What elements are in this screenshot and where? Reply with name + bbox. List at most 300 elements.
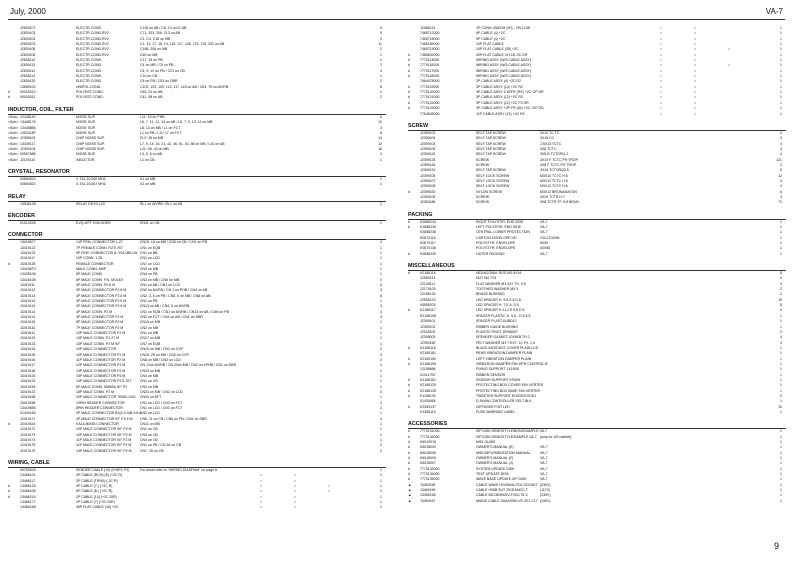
part-reference: CN6, 11 on CB / CN5 on PB / CN1 on DBR [140,416,207,421]
part-number: J2639107 [20,26,36,30]
part-description: LEFT VIBRATION DAMPER PLAIN [476,356,532,361]
part-quantity: 1 [780,345,782,350]
page-number: 9 [773,541,779,551]
part-number: J2419172 [20,427,36,432]
header-date: July, 2000 [10,7,46,16]
part-reference: L6, 7, 11, 12, 13 on AB / L5, 7, 9, 10, 11 on MB [140,120,213,125]
part-quantity: 1 [780,429,782,434]
part-description: 10P MALE CONNECTOR 90° P2 M [76,427,132,432]
part-quantity: 1 [780,251,782,256]
part-quantity: 3 [380,304,382,309]
availability-dot: • [294,489,296,494]
part-number: J2419324 [20,421,36,426]
part-description: SPACER PLAST.SUBD12 [476,319,517,324]
part-quantity: 4 [380,309,382,314]
part-number: 13415670 [20,267,36,271]
row-mark: # [408,271,410,276]
part-number: 1352418F [20,130,36,135]
part-quantity: 5 [780,168,782,173]
part-number: J3419115 [20,320,36,325]
part-reference: CN2 on AIVRB / CN 1 on PHB / CN4 on AB [140,288,208,293]
part-description: ELECTR.COND.RV2 [76,52,109,57]
part-description: D-SHAN CONTROLLER GELT BLK [476,399,532,404]
part-reference: L7, 9, 15, 16, 31, 42, 46, 51, 53, 58 on MB / L10 on AB [140,141,225,146]
availability-dot: • [294,484,296,489]
part-quantity: 1 [380,299,382,304]
part-reference: CN1 on LCD [140,256,160,261]
part-number: J2639106 [20,47,36,52]
part-number: K2168116 [420,345,436,350]
part-description: LED SPACER H. 5.8 E.5 D.8 [476,297,521,302]
part-quantity: 1 [780,351,782,356]
part-number: 13415677 [20,240,36,245]
part-number: J3419114 [20,315,36,320]
part-description: TOOTHED WASHER M3 3 [476,287,519,292]
row-mark: # [408,100,410,105]
section-title: WIRING, CABLE [8,460,386,468]
part-quantity: 12 [778,173,782,178]
part-quantity: 1 [380,331,382,336]
part-quantity: 8 [380,130,382,135]
part-description: 18P MALE CONN. P2 M [76,389,115,394]
parts-section [408,212,786,257]
part-description: 14P MALE CONNECTOR P2.5 JST [76,379,132,384]
part-description: 36P FLAT CABLE (16) +2C [76,505,119,510]
part-row [8,221,386,226]
part-quantity: 2 [780,162,782,167]
part-number: 00894523 [20,182,36,187]
part-number: J2419179 [20,448,36,453]
part-quantity: 3 [380,26,382,30]
part-number: 00557688 [20,152,36,157]
row-mark: <Sub> [8,130,19,135]
part-number: K6018000 [420,445,436,450]
part-reference: CN3 on MB [140,267,159,271]
part-number: J3469155 [420,482,436,487]
part-description: MIDI GUIDE [476,440,496,445]
availability-dot: • [660,84,662,89]
part-description: BRASS BUSHING [476,292,505,297]
part-quantity: 1 [380,395,382,400]
part-reference: VA-7 [540,450,548,455]
part-description: SENDER CABLE (10) (9+5PC PJ) [76,468,130,473]
part-reference: VA-7 [540,251,548,256]
part-description: WIRING ASSY (W/3 CABLE ASSY) [476,63,532,68]
part-reference: (230V) [540,493,551,498]
parts-section [8,460,386,511]
part-reference: C17, 19 on PB [140,58,163,63]
part-quantity: 8 [780,271,782,276]
part-quantity: 4 [780,178,782,183]
part-number: J2639112 [20,68,36,73]
part-number: K2658234 [420,219,436,224]
part-quantity: 3 [380,315,382,320]
part-number: J3419123 [20,379,36,384]
part-quantity: 2 [380,47,382,52]
row-mark: # [408,95,410,100]
part-number: J2399101 [420,319,436,324]
part-description: MAINS CABLE SAA/H05V-VS 2X1-C17 [476,498,538,503]
part-row [8,449,386,454]
part-reference: C10 on CB [140,74,158,79]
part-number: 7770120000 [420,90,440,95]
part-number: 13536128 [20,201,36,206]
part-description: 6P MALE CONN. SMB3A 90° P2 [76,384,128,389]
part-number: J2399109 [420,194,436,199]
part-number: K2168117 [420,308,436,313]
part-quantity: 1 [780,445,782,450]
part-description: 6P CABLE (4) +2C [476,31,506,36]
part-reference: 3X6 TCTC [540,146,557,151]
part-number: J2399102 [420,324,436,329]
part-description: 8PIN HEADER CONNECTOR [76,405,123,410]
part-reference: CN1 on LCD / CN1 on FCT [140,405,183,410]
part-reference: CN23 on MB / CN2 on LCD [140,389,183,394]
section-title: INDUCTOR, COIL, FILTER [8,107,386,115]
part-quantity: 1 [380,341,382,346]
part-reference: M3X10 TCTC H.6 [540,173,568,178]
part-number: K2658235 [420,225,436,229]
part-reference: CN1 on BB [140,250,158,255]
part-number: J3419113 [20,304,36,309]
availability-dot: • [660,68,662,73]
part-description: NOISE SUP. [76,152,96,157]
part-number: J3459167 [420,498,436,503]
part-quantity: 1 [380,261,382,266]
row-mark: # [408,377,410,382]
part-quantity: 1 [380,52,382,57]
part-number: 01011700 [420,372,436,377]
part-number: J2399150 [420,340,436,345]
availability-dot: • [660,111,662,116]
part-quantity: 1 [780,434,782,439]
part-quantity: 4 [780,281,782,286]
part-number: 22555120 [420,297,436,302]
part-reference: VA-7 [540,230,548,235]
part-quantity: 2 [780,287,782,292]
part-number: J3419114 [20,309,36,314]
part-reference: C4, 9, 12 on PB / C21 on CB [140,68,185,73]
part-quantity: 1 [780,42,782,47]
part-number: J2399186 [420,200,436,205]
part-reference: 50X5 [540,241,549,246]
part-reference: VA-7 [540,472,548,477]
part-description: XA14-80453 CONNECTOR [76,421,119,426]
part-description: 10P MALE CONNECTOR 90° P2 M [76,432,132,437]
part-reference: L1 on CB [140,157,155,162]
part-reference: C168, 206 on MB [140,47,168,52]
part-number: J2399105 [420,146,436,151]
row-mark: # [408,58,410,63]
part-number: J3419122 [20,336,36,341]
row-mark: # [408,90,410,95]
part-number: 22569113 [420,276,436,281]
part-description: 2P CABLE (7) (+2C DIR) [76,500,115,505]
part-description: 10P MALE CONNECTOR P2 M [76,331,126,336]
part-description: RELAY DSYS-12V [76,201,106,206]
part-number: J2399003 [420,335,436,340]
part-quantity: 1 [780,498,782,503]
part-reference: CN4 on MB [140,373,159,378]
part-description: 4P CABLE (RCH) (8) (+2C R) [76,473,123,478]
part-description: X-TAL 20.000 MHZ [76,176,106,181]
section-title: SCREW [408,123,786,131]
part-description: POLYEST.COND. [76,95,104,100]
part-reference: CN7 on EQB [140,341,161,346]
part-number: K2169150 [420,356,436,361]
part-quantity: 3 [780,340,782,345]
part-reference: CN1 on CB [140,379,158,384]
part-reference: CN3 on CB [140,432,158,437]
part-quantity: 1 [780,466,782,471]
part-description: ZIP DISK DEMOSTYLE/SAMPLE VA-7 [476,434,537,439]
part-quantity: 1 [780,230,782,235]
part-reference: C102, 103, 109, 113, 117, 118 on AB / C63, 75 on AIVRB [140,84,229,89]
part-number: 7770134000 [420,472,440,477]
availability-dot: • [660,90,662,95]
part-number: 13466101 [20,473,36,478]
row-mark: <Sub> [8,125,19,130]
part-number: J3419125 [20,352,36,357]
section-title: CRYSTAL, RESONATOR [8,169,386,177]
part-number: J2639104 [20,36,36,41]
part-reference: C8 on PB / C53 on DBR [140,79,178,84]
part-number: J2398103 [20,136,36,141]
part-quantity: 2 [780,393,782,398]
part-quantity: 1 [780,90,782,95]
part-number: 7770131000 [420,429,440,434]
part-quantity: 1 [780,68,782,73]
availability-dot: • [660,52,662,57]
part-quantity: 2 [380,405,382,410]
part-quantity: 1 [380,432,382,437]
part-description: CHIP NOISE SUP. [76,141,105,146]
section-title: ENCODER [8,213,386,221]
part-description: 10P MALE CONN. P2 M 90° [76,341,121,346]
part-description: 4P MALE CONNECTOR P2 M [76,315,124,320]
part-quantity: 1 [380,245,382,250]
part-description: 3P CABLE ASSY (12) +2C P2 DR [476,100,529,105]
row-mark: # [408,429,410,434]
part-description: SELF TAP.SCREW [476,152,506,157]
part-description: ZIP DISK DEMOSTYLE/BONGSAMPLE VA-7 [476,429,548,434]
part-description: RIBBER GUIDE BUSHING [476,324,519,329]
part-reference: L8, 13 on MB / L1 on FCT [140,125,181,130]
part-number: 06752528 [20,468,36,473]
part-number: K6018006 [420,456,436,461]
part-quantity: 1 [380,250,382,255]
availability-dot: • [694,63,696,68]
part-description: 9P FEM. CONNECTOR IL-Y04-085-LW [76,250,138,255]
part-number: 00018311 [20,95,36,100]
part-quantity: 4 [780,152,782,157]
part-quantity: 1 [780,52,782,57]
part-quantity: 4 [780,184,782,189]
page-header [10,7,783,19]
part-number: 13466126 [20,484,36,489]
part-quantity: 4 [780,276,782,281]
part-number: 22139111 [420,281,436,286]
part-description: ELECTR.COND. [76,74,103,79]
availability-dot: • [294,500,296,505]
left-column [8,26,386,511]
part-description: SPACER PLASTIC H. 5.5 - D.5 5.5 [476,313,531,318]
part-reference: FL2~15 on MB [140,136,164,141]
part-quantity: 1 [780,440,782,445]
part-quantity: 1 [380,379,382,384]
availability-dot: • [260,494,262,499]
availability-dot: • [660,47,662,52]
part-quantity: 4 [780,146,782,151]
part-description: 10P FLAT CABLE [476,42,504,47]
row-mark: # [408,251,410,256]
availability-dot: • [660,95,662,100]
part-quantity: 1 [380,256,382,261]
availability-dot: • [328,484,330,489]
part-number: J2399104 [20,146,36,151]
part-row [408,410,786,415]
part-quantity: 5 [380,31,382,36]
part-quantity: 2 [380,443,382,448]
part-quantity: 8 [780,303,782,308]
part-quantity: 1 [780,477,782,482]
part-description: ELECTR.COND. [76,58,103,63]
part-quantity: 2 [380,277,382,282]
part-reference: C83, 91 on AB [140,90,163,95]
part-quantity: 2 [380,79,382,84]
part-description: POLYSTYR. ENVELOPE [476,246,516,251]
part-description: ELECTR.COND.RV2 [76,42,109,47]
part-number: K2168108 [420,313,436,318]
part-quantity: 1 [380,220,382,225]
part-quantity: 1 [780,488,782,493]
part-number: 12155686 [420,367,436,372]
part-description: CHIP NOISE SUP. [76,146,105,151]
part-description: OUTER PACKING [476,251,505,256]
part-quantity: 2 [380,201,382,206]
part-reference: CN2 on MB [140,325,159,330]
part-description: SPEAKER GASKET 10X8X8 TH.2 [476,335,530,340]
part-description: 2P CABLE ASSY (4) +2C R2 [476,79,521,84]
part-quantity: 1 [380,478,382,483]
part-number: J2466113 [420,26,436,30]
part-reference: CN15, 25 on MB / CN2 on CVP [140,352,189,357]
row-mark: # [408,52,410,57]
header-model: VA-7 [765,7,783,16]
part-reference: VA-7 [540,466,548,471]
availability-dot: • [728,63,730,68]
part-quantity: 1 [380,176,382,181]
row-mark: # [408,219,410,224]
availability-dot: • [694,58,696,63]
right-column [408,26,786,504]
part-description: LEFT POLYSTIR. END SIDE [476,225,521,229]
part-description: 5P MALE CONN. [76,272,103,277]
part-quantity: 1 [380,468,382,473]
availability-dot: • [260,484,262,489]
part-description: VIBRATION DAMPER FAV-HPH CONTROL B. [476,361,549,366]
part-reference: CN1 on EQB [140,245,161,250]
part-quantity: 1 [780,493,782,498]
part-description: 10P MALE CONN. P1.27 M [76,336,119,341]
availability-dot: • [660,58,662,63]
part-number: J3419123 [20,250,36,255]
availability-dot: • [260,505,262,510]
part-description: NYLON SCREW [476,189,503,194]
availability-dot: • [294,494,296,499]
part-description: SELF TAP.SCREW [476,130,506,135]
part-reference: M3X12 TCTC H.6 [540,184,568,189]
part-description: ELECTR.COND. [76,68,103,73]
availability-dot: • [728,47,730,52]
part-number: 13448856 [20,125,36,130]
part-description: NOISE SUP. [76,130,96,135]
part-reference: L11~16 on PHB [140,114,165,119]
part-description: 4P CABLE (7-) (+2C R) [76,484,113,489]
part-quantity: 3 [380,288,382,293]
part-reference: CN19 on MB [140,368,161,373]
part-description: 4P MALE CONN. P2.5 M [76,283,116,288]
part-description: LED SPACER H. 7 E.5, D.5 [476,303,519,308]
part-reference: L1 on PB / L11~17 on FCT [140,130,182,135]
part-quantity: 4 [380,240,382,245]
row-mark: # [408,434,410,439]
part-reference: CN1 on MB [140,331,159,336]
part-quantity: 19 [778,297,782,302]
part-quantity: 1 [780,219,782,224]
part-number: 7664478000 [420,79,440,84]
part-description: LED SPACER H.11,2 E.5,6 D.5 [476,308,525,313]
part-number: J3419158 [20,400,36,405]
part-description: 3P CABLE ASSY (12) +2C R2 [476,95,523,100]
part-number: K2169161 [420,351,436,356]
part-description: ELECTR.COND. [76,63,103,68]
part-quantity: 4 [780,335,782,340]
row-mark: # [408,361,410,366]
part-number: J2419117 [20,256,36,261]
part-reference: C116 on AB / C8, 13 on IC AB [140,26,187,30]
part-description: NUT M4 7X3 [476,276,497,281]
part-number: 7770132000 [420,466,440,471]
part-quantity: 1 [380,484,382,489]
part-description: NOISE SUP. [76,120,96,125]
part-quantity: 1 [780,111,782,116]
part-reference: 40X65 [540,246,551,251]
row-mark: # [408,461,410,466]
part-reference: VA-7 [540,219,548,224]
part-quantity: 1 [780,74,782,79]
part-description: INDUCTOR [76,157,95,162]
part-description: 13P MALE CONNECTOR 90° P2 M [76,448,132,453]
part-reference: VA-7 [540,477,548,482]
part-quantity: 14 [378,136,382,141]
part-number: J3419159 [20,384,36,389]
availability-dot: • [294,473,296,478]
part-number: K2358110 [420,410,436,414]
row-mark: ▲ [408,493,412,498]
row-mark: <Sub> [8,152,19,157]
part-number: J2639103 [20,42,36,47]
part-quantity: 1 [780,456,782,461]
availability-dot: • [260,478,262,483]
availability-dot: • [260,489,262,494]
part-description: CABLE WAVE HOSIAVA-POL SOCKET [476,482,538,487]
row-mark: <Sub> [8,136,19,141]
part-reference: CN1 on EQB / CN1 on AIVRB / CN13 on AB / CN6 on PB [140,309,229,314]
part-number: J2419174 [20,438,36,442]
availability-dot: • [694,79,696,84]
part-description: FEMALE CONNECTOR [76,261,114,266]
